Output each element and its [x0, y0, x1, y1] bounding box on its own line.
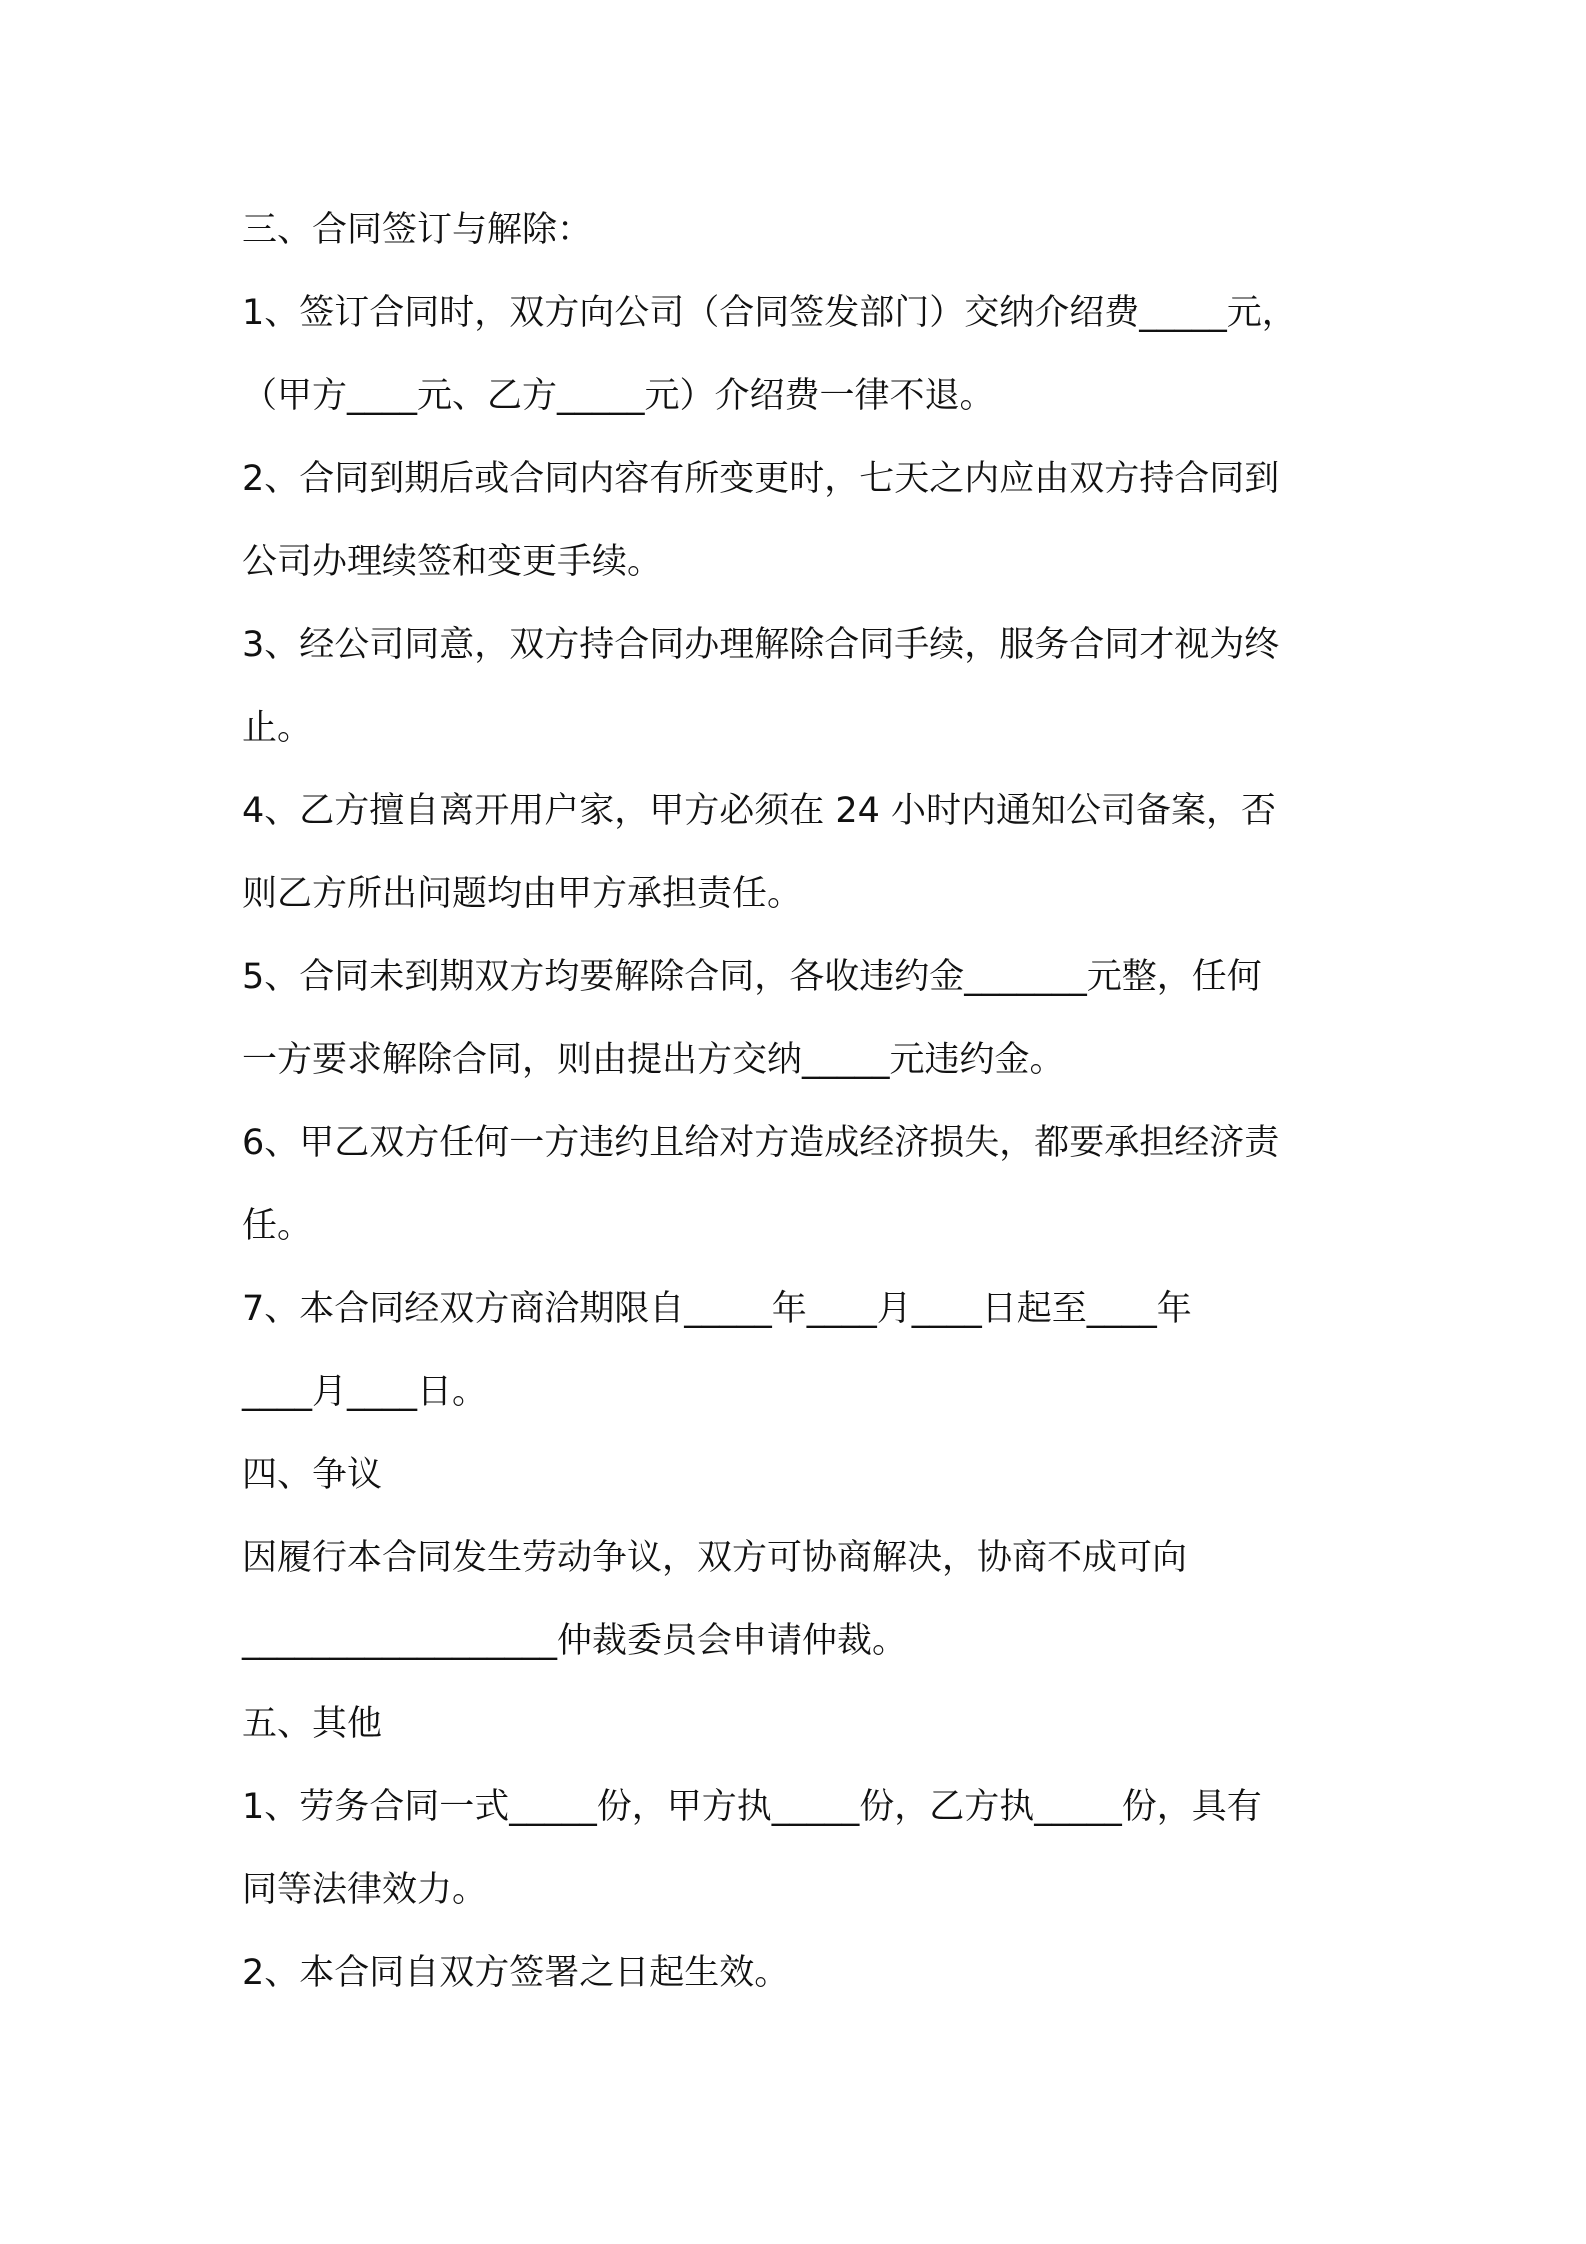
- clause-text-line: 1、签订合同时，双方向公司（合同签发部门）交纳介绍费_____元，: [242, 293, 1297, 333]
- clause-text-line: __________________仲裁委员会申请仲裁。: [242, 1621, 908, 1661]
- clause-text-line: 则乙方所出问题均由甲方承担责任。: [242, 874, 803, 914]
- section-heading-other: 五、其他: [242, 1704, 383, 1744]
- clause-text-line: 2、本合同自双方签署之日起生效。: [242, 1953, 790, 1993]
- clause-text-line: ____月____日。: [242, 1372, 488, 1412]
- clause-text-line: 6、甲乙双方任何一方违约且给对方造成经济损失，都要承担经济责: [242, 1123, 1280, 1163]
- clause-text-line: （甲方____元、乙方_____元）介绍费一律不退。: [242, 376, 995, 416]
- section-heading-signing-termination: 三、合同签订与解除：: [242, 210, 593, 250]
- clause-text-line: 任。: [242, 1206, 313, 1246]
- clause-text-line: 公司办理续签和变更手续。: [242, 542, 663, 582]
- clause-text-line: 3、经公司同意，双方持合同办理解除合同手续，服务合同才视为终: [242, 625, 1280, 665]
- clause-text-line: 一方要求解除合同，则由提出方交纳_____元违约金。: [242, 1040, 1065, 1080]
- clause-text-line: 7、本合同经双方商洽期限自_____年____月____日起至____年: [242, 1289, 1192, 1329]
- clause-text-line: 因履行本合同发生劳动争议，双方可协商解决，协商不成可向: [242, 1538, 1188, 1578]
- clause-text-line: 4、乙方擅自离开用户家，甲方必须在 24 小时内通知公司备案，否: [242, 791, 1277, 831]
- clause-text-line: 止。: [242, 708, 313, 748]
- clause-text-line: 同等法律效力。: [242, 1870, 488, 1910]
- section-heading-dispute: 四、争议: [242, 1455, 383, 1495]
- clause-text-line: 2、合同到期后或合同内容有所变更时，七天之内应由双方持合同到: [242, 459, 1280, 499]
- clause-text-line: 5、合同未到期双方均要解除合同，各收违约金_______元整，任何: [242, 957, 1262, 997]
- clause-text-line: 1、劳务合同一式_____份，甲方执_____份，乙方执_____份，具有: [242, 1787, 1262, 1827]
